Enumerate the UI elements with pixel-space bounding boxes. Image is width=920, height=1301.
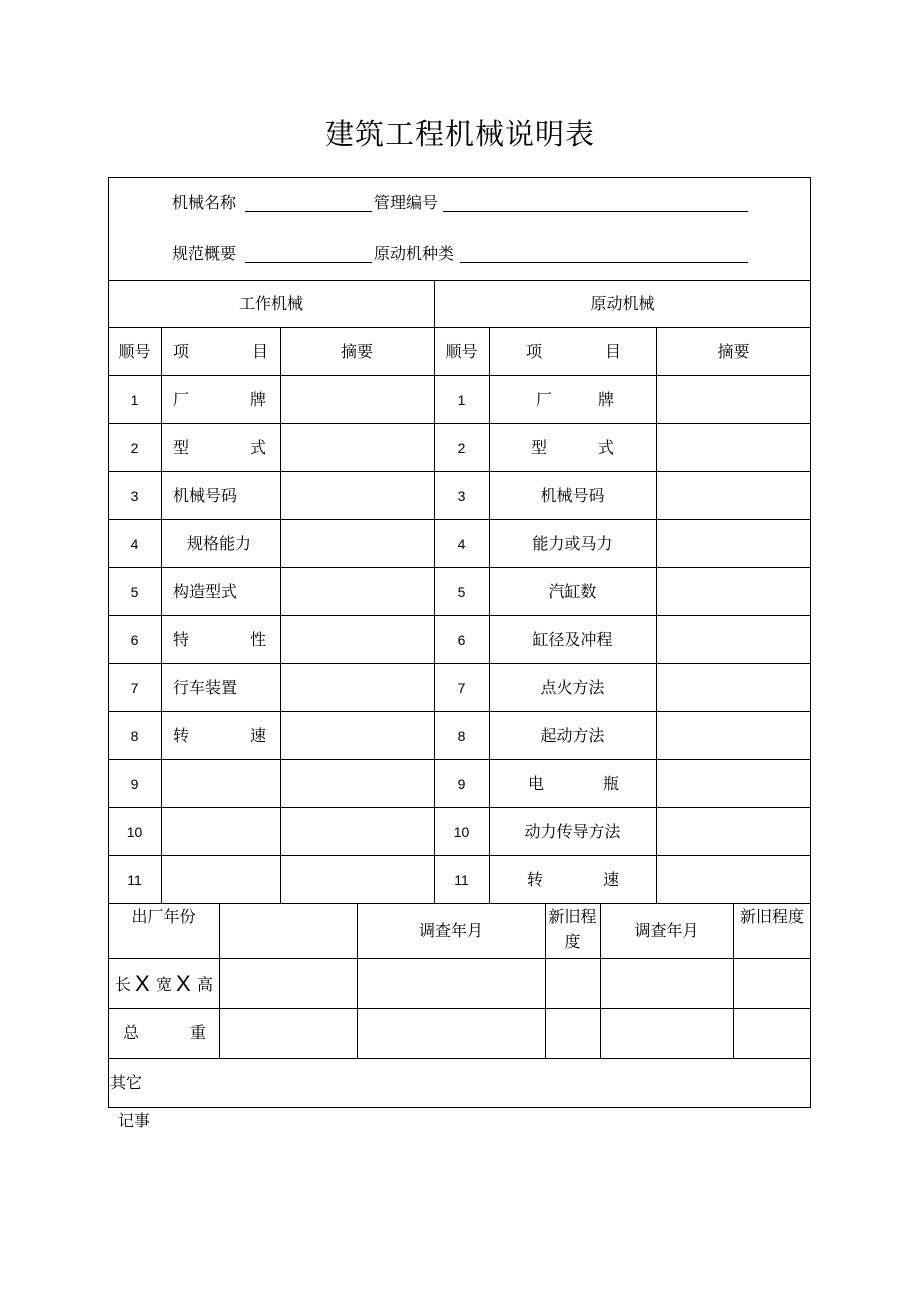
row-number: 11 [454,872,469,888]
row-number: 9 [457,776,466,792]
item-label: 转 [527,870,544,889]
condition-label-cont: 度 [564,932,581,951]
row-divider [108,855,811,856]
item-label: 起动方法 [540,726,605,745]
item-label: 规格能力 [187,534,252,553]
col-header-seq: 顺号 [445,342,478,361]
management-no-label: 管理编号 [374,193,439,212]
row-number: 1 [130,392,139,408]
row-number: 10 [126,824,143,840]
machine-name-field[interactable] [245,211,372,212]
dims-height-label: 高 [197,975,214,994]
item-label: 电 [528,774,545,793]
weight-label-b: 重 [190,1023,207,1042]
col-header-item-b: 目 [252,342,269,361]
row-number: 4 [130,536,139,552]
col-divider [489,327,490,903]
factory-year-label: 出厂年份 [131,907,196,926]
item-label: 汽缸数 [548,582,597,601]
prime-mover-type-label: 原动机种类 [374,244,455,263]
col-header-summary: 摘要 [717,342,750,361]
row-divider [108,1008,811,1009]
row-divider [108,958,811,959]
row-number: 4 [457,536,466,552]
dims-separator: X [135,971,150,996]
item-label: 式 [250,438,267,457]
item-label: 机械号码 [540,486,605,505]
row-divider [108,1058,811,1059]
row-number: 5 [130,584,139,600]
machine-name-label: 机械名称 [172,193,237,212]
row-divider [108,663,811,664]
survey-date-label: 调查年月 [418,921,483,940]
row-divider [108,615,811,616]
row-number: 3 [130,488,139,504]
row-number: 5 [457,584,466,600]
dims-separator: X [176,971,191,996]
row-divider [108,280,811,281]
item-label: 牌 [598,390,615,409]
weight-label-a: 总 [123,1023,140,1042]
col-divider [161,327,162,903]
item-label: 厂 [536,390,553,409]
col-divider [545,903,546,1058]
row-divider [108,807,811,808]
col-divider [656,327,657,903]
survey-date-label: 调查年月 [634,921,699,940]
row-number: 3 [457,488,466,504]
spec-summary-field[interactable] [245,262,372,263]
row-number: 10 [453,824,470,840]
item-label: 能力或马力 [532,534,613,553]
row-divider [108,375,811,376]
item-label: 速 [603,870,620,889]
row-divider [108,327,811,328]
row-number: 2 [457,440,466,456]
item-label: 行车装置 [173,678,238,697]
dims-length-label: 长 [115,975,132,994]
other-label: 其它 [110,1073,143,1092]
dims-width-label: 宽 [156,975,173,994]
row-number: 8 [130,728,139,744]
item-label: 型 [531,438,548,457]
item-label: 点火方法 [540,678,605,697]
item-label: 性 [250,630,267,649]
page-title: 建筑工程机械说明表 [324,117,595,151]
row-number: 9 [130,776,139,792]
row-divider [108,903,811,904]
row-number: 6 [130,632,139,648]
col-divider [733,903,734,1058]
col-divider [219,903,220,1058]
item-label: 构造型式 [173,582,238,601]
row-number: 7 [130,680,139,696]
condition-label: 新旧程度 [739,907,804,926]
item-label: 动力传导方法 [524,822,621,841]
item-label: 型 [173,438,190,457]
item-label: 特 [173,630,190,649]
col-header-summary: 摘要 [340,342,373,361]
row-divider [108,759,811,760]
row-number: 6 [457,632,466,648]
item-label: 厂 [173,390,190,409]
row-number: 2 [130,440,139,456]
management-no-field[interactable] [443,211,748,212]
col-header-item-a: 项 [173,342,190,361]
item-label: 牌 [250,390,267,409]
section-prime-mover: 原动机械 [590,294,655,313]
col-header-seq: 顺号 [118,342,151,361]
row-divider [108,471,811,472]
spec-summary-label: 规范概要 [172,244,237,263]
col-header-item-b: 目 [605,342,622,361]
prime-mover-type-field[interactable] [460,262,748,263]
footer-note: 记事 [118,1111,151,1130]
row-divider [108,567,811,568]
item-label: 式 [598,438,615,457]
item-label: 机械号码 [173,486,238,505]
item-label: 转 [173,726,190,745]
row-number: 1 [457,392,466,408]
row-divider [108,711,811,712]
col-divider [280,327,281,903]
item-label: 缸径及冲程 [532,630,613,649]
row-number: 8 [457,728,466,744]
row-divider [108,519,811,520]
section-work-machine: 工作机械 [238,294,303,313]
row-number: 7 [457,680,466,696]
row-number: 11 [127,872,142,888]
condition-label: 新旧程 [548,907,597,926]
row-divider [108,423,811,424]
col-header-item-a: 项 [526,342,543,361]
item-label: 速 [250,726,267,745]
item-label: 瓶 [603,774,620,793]
